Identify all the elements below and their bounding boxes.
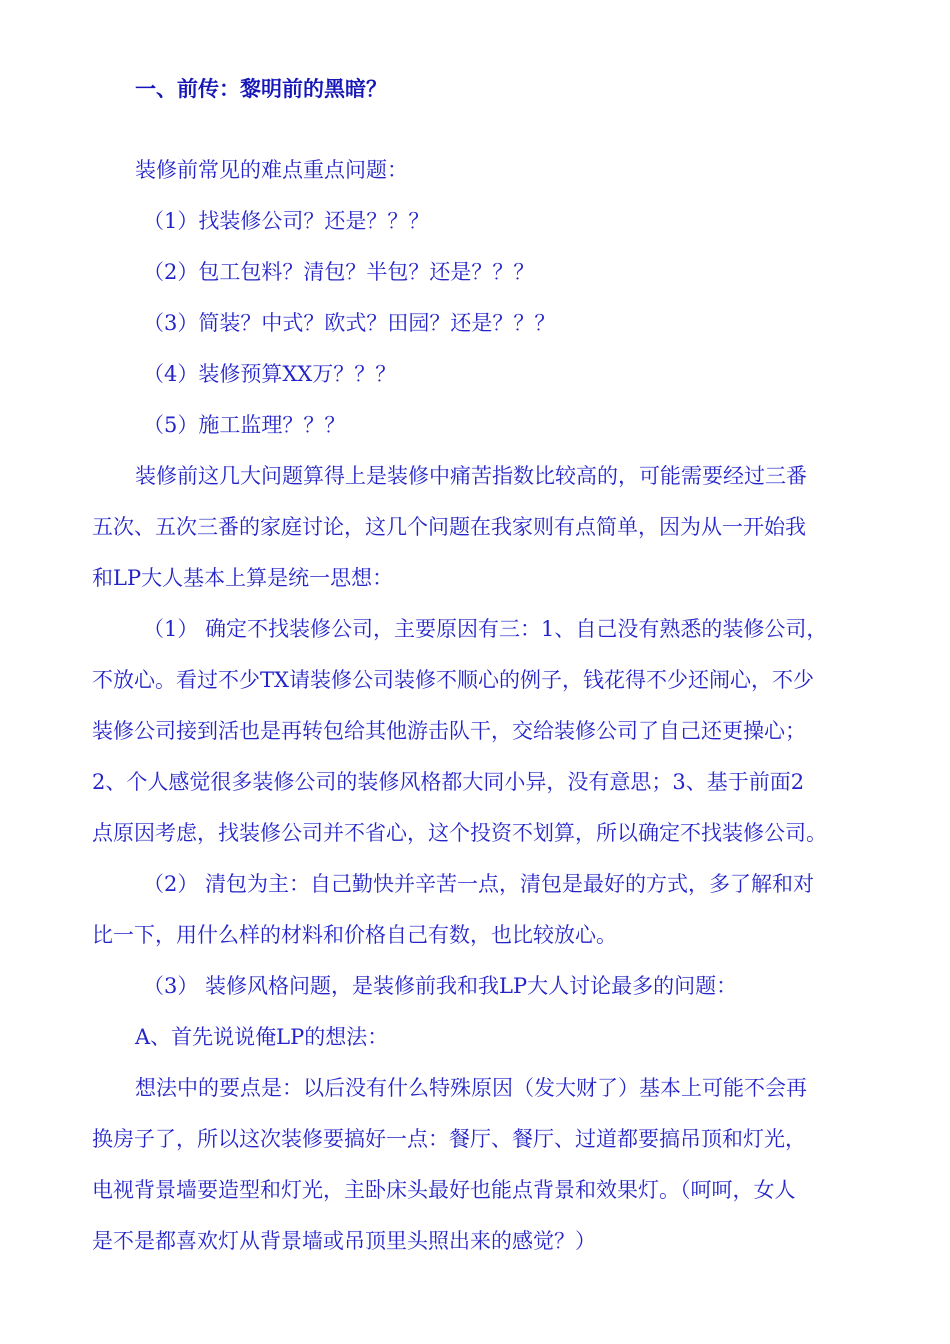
intro-text: 装修前常见的难点重点问题：	[135, 158, 408, 182]
point-line: （3） 装修风格问题，是装修前我和我LP大人讨论最多的问题：	[143, 974, 738, 998]
point-line: 装修公司接到活也是再转包给其他游击队干，交给装修公司了自己还更操心；	[92, 719, 806, 743]
paragraph-line: 五次、五次三番的家庭讨论，这几个问题在我家则有点简单，因为从一开始我	[92, 515, 806, 539]
point-line: （2） 清包为主：自己勤快并辛苦一点，清包是最好的方式，多了解和对	[143, 872, 815, 896]
question-item-5: （5）施工监理？？？	[143, 413, 346, 437]
point-line: 比一下，用什么样的材料和价格自己有数，也比较放心。	[92, 923, 617, 947]
section-heading: 一、前传：黎明前的黑暗？	[135, 76, 387, 101]
paragraph-line: 电视背景墙要造型和灯光，主卧床头最好也能点背景和效果灯。（呵呵，女人	[92, 1178, 796, 1202]
point-line: （1） 确定不找装修公司，主要原因有三：1、自己没有熟悉的装修公司，	[143, 617, 828, 641]
point-line: 不放心。看过不少TX请装修公司装修不顺心的例子，钱花得不少还闹心，不少	[92, 668, 814, 692]
point-line: 点原因考虑，找装修公司并不省心，这个投资不划算，所以确定不找装修公司。	[92, 821, 827, 845]
paragraph-line: 和LP大人基本上算是统一思想：	[92, 566, 394, 590]
point-line: 2、个人感觉很多装修公司的装修风格都大同小异，没有意思；3、基于前面2	[92, 770, 805, 794]
paragraph-line: 是不是都喜欢灯从背景墙或吊顶里头照出来的感觉？）	[92, 1229, 596, 1253]
sub-heading-a: A、首先说说俺LP的想法：	[135, 1025, 389, 1049]
paragraph-line: 想法中的要点是：以后没有什么特殊原因（发大财了）基本上可能不会再	[135, 1076, 807, 1100]
question-item-3: （3）简装？中式？欧式？田园？还是？？？	[143, 311, 556, 335]
question-item-1: （1）找装修公司？还是？？？	[143, 209, 430, 233]
question-item-2: （2）包工包料？清包？半包？还是？？？	[143, 260, 535, 284]
question-item-4: （4）装修预算XX万？？？	[143, 362, 397, 386]
paragraph-line: 换房子了，所以这次装修要搞好一点：餐厅、餐厅、过道都要搞吊顶和灯光，	[92, 1127, 806, 1151]
paragraph-line: 装修前这几大问题算得上是装修中痛苦指数比较高的，可能需要经过三番	[135, 464, 807, 488]
